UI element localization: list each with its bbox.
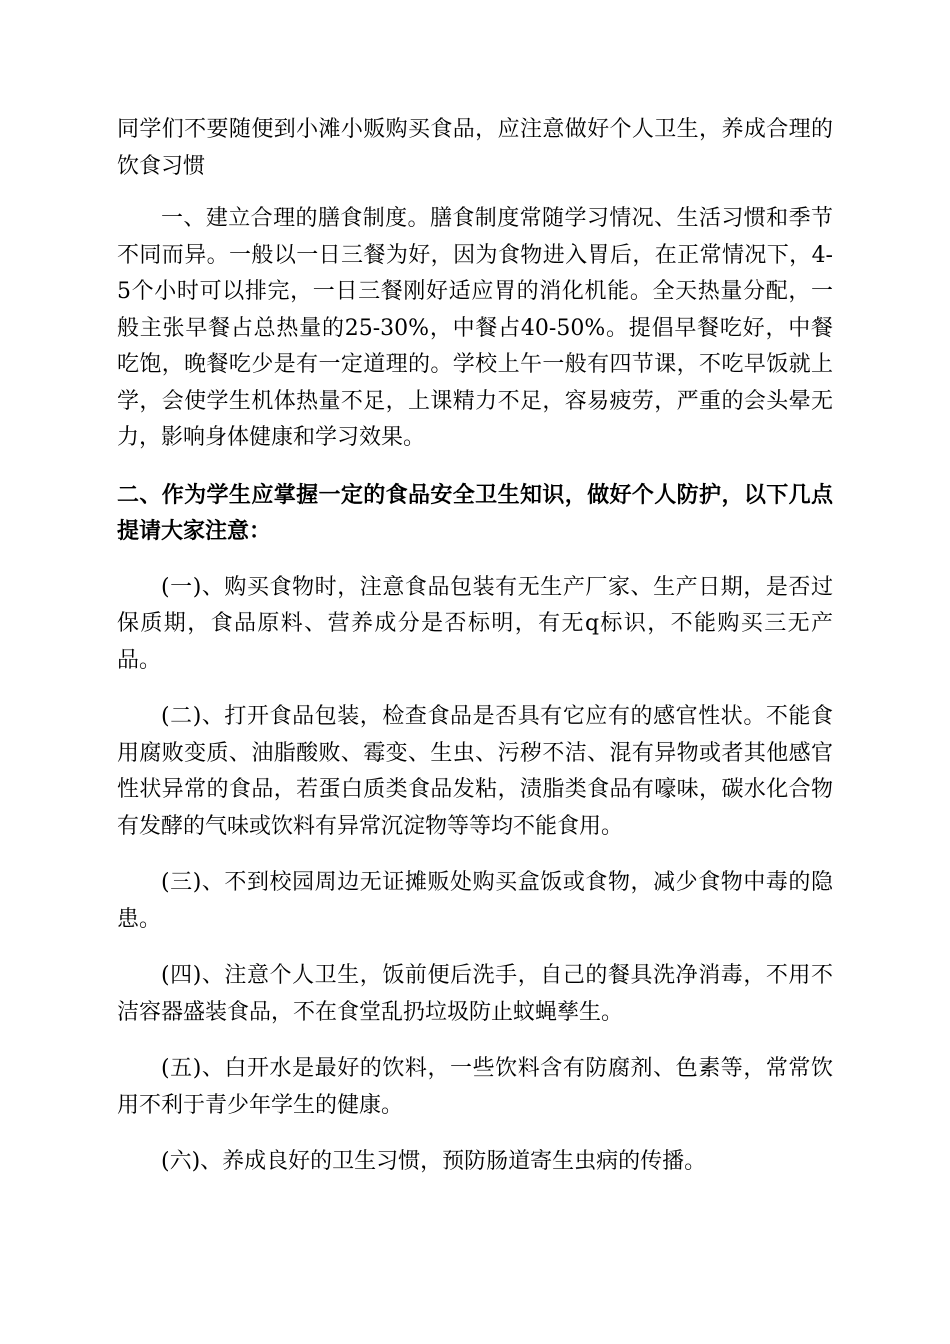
section-2-heading: 二、作为学生应掌握一定的食品安全卫生知识，做好个人防护，以下几点提请大家注意： <box>117 481 833 544</box>
list-item: (一)、购买食物时，注意食品包装有无生产厂家、生产日期，是否过保质期，食品原料、营养成分是否标明，有无q标识，不能购买三无产品。 <box>117 574 833 673</box>
section-1-paragraph: 一、建立合理的膳食制度。膳食制度常随学习情况、生活习惯和季节不同而异。一般以一日三餐为好，因为食物进入胃后，在正常情况下，4-5个小时可以排完，一日三餐刚好适应胃的消化机能。全天热量分配，一般主张早餐占总热量的25-30%，中餐占40-50%。提倡早餐吃好，中餐吃饱，晚餐吃少是有一定道理的。学校上午一般有四节课，不吃早饭就上学，会使学生机体热量不足，上课精力不足，容易疲劳，严重的会头晕无力，影响身体健康和学习效果。 <box>117 206 833 450</box>
list-item: (四)、注意个人卫生，饭前便后洗手，自己的餐具洗净消毒，不用不洁容器盛装食品，不在食堂乱扔垃圾防止蚊蝇孳生。 <box>117 963 833 1025</box>
list-item: (五)、白开水是最好的饮料，一些饮料含有防腐剂、色素等，常常饮用不利于青少年学生的健康。 <box>117 1056 833 1118</box>
list-item: (六)、养成良好的卫生习惯，预防肠道寄生虫病的传播。 <box>161 1149 707 1174</box>
intro-paragraph: 同学们不要随便到小滩小贩购买食品，应注意做好个人卫生，养成合理的饮食习惯 <box>117 117 833 179</box>
list-item: (三)、不到校园周边无证摊贩处购买盒饭或食物，减少食物中毒的隐患。 <box>117 870 833 932</box>
document-body <box>117 112 833 1181</box>
list-item: (二)、打开食品包装，检查食品是否具有它应有的感官性状。不能食用腐败变质、油脂酸败、霉变、生虫、污秽不洁、混有异物或者其他感官性状异常的食品，若蛋白质类食品发粘，渍脂类食品有嚎味，碳水化合物有发酵的气味或饮料有异常沉淀物等等均不能食用。 <box>117 704 833 839</box>
